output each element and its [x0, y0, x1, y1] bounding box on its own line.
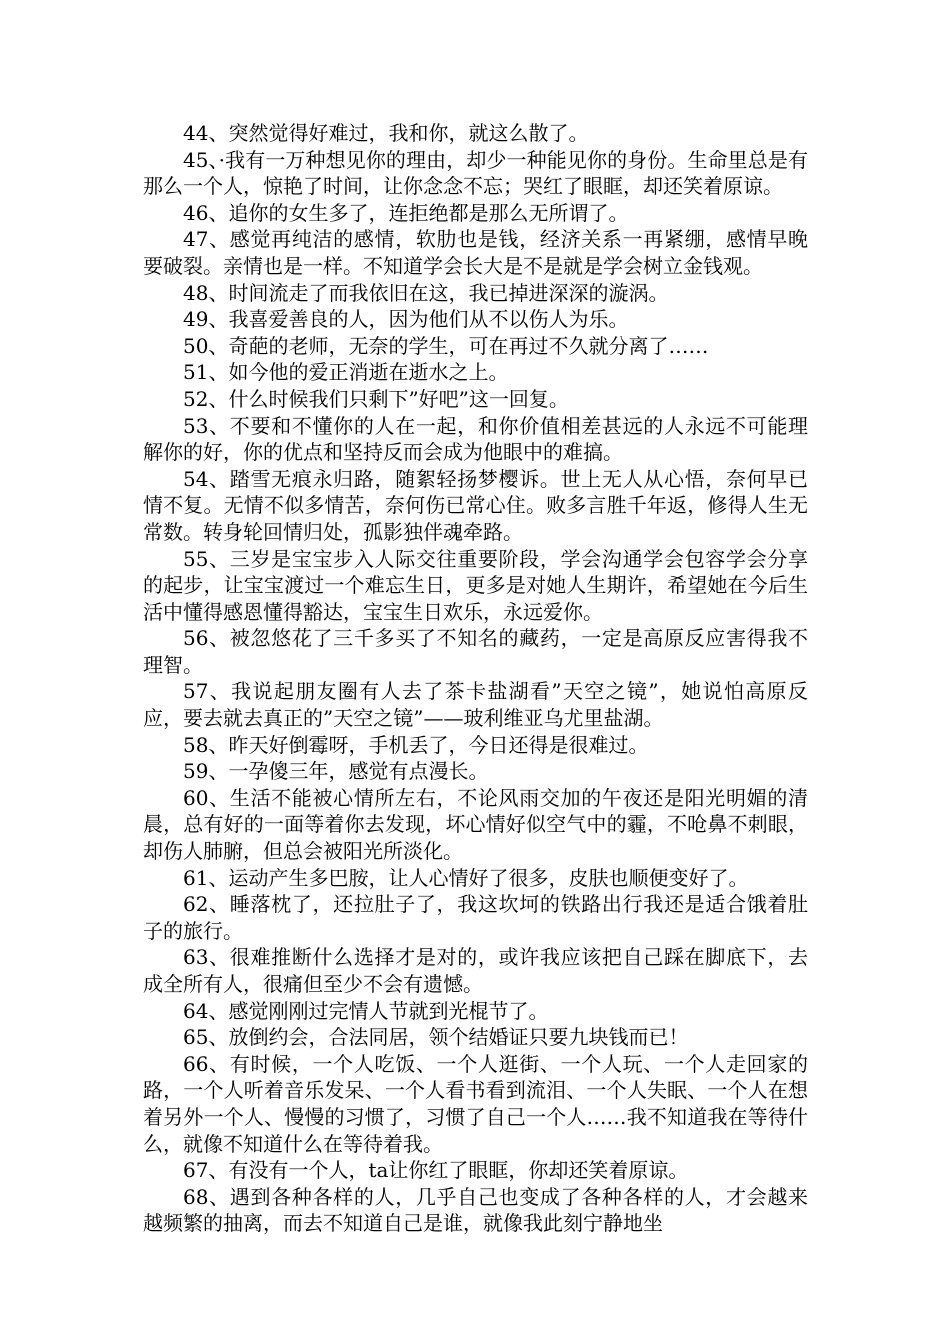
paragraph-61: 61、运动产生多巴胺，让人心情好了很多，皮肤也顺便变好了。 — [183, 865, 749, 890]
paragraph-64: 64、感觉刚刚过完情人节就到光棍节了。 — [183, 998, 549, 1023]
document-body — [143, 120, 808, 1237]
paragraph-48: 48、时间流走了而我依旧在这，我已掉进深深的漩涡。 — [183, 280, 669, 305]
paragraph-65: 65、放倒约会，合法同居，领个结婚证只要九块钱而已！ — [183, 1025, 689, 1050]
paragraph-50: 50、奇葩的老师，无奈的学生，可在再过不久就分离了…… — [183, 333, 709, 358]
paragraph-44: 44、突然觉得好难过，我和你，就这么散了。 — [183, 121, 589, 145]
paragraph-63: 63、很难推断什么选择才是对的，或许我应该把自己踩在脚底下，去成全所有人，很痛但至少不会有遗憾。 — [143, 945, 808, 996]
paragraph-68: 68、遇到各种各样的人，几乎自己也变成了各种各样的人，才会越来越频繁的抽离，而去不知道自己是谁，就像我此刻宁静地坐 — [143, 1184, 808, 1236]
paragraph-56: 56、被忽悠花了三千多买了不知名的藏药，一定是高原反应害得我不理智。 — [143, 626, 808, 677]
paragraph-45: 45、·我有一万种想见你的理由，却少一种能见你的身份。生命里总是有那么一个人，惊艳了时间，让你念念不忘；哭红了眼眶，却还笑着原谅。 — [143, 147, 808, 199]
paragraph-51: 51、如今他的爱正消逝在逝水之上。 — [183, 360, 509, 385]
paragraph-47: 47、感觉再纯洁的感情，软肋也是钱，经济关系一再紧绷，感情早晚要破裂。亲情也是一样。不知道学会长大是不是就是学会树立金钱观。 — [143, 227, 808, 278]
paragraph-53: 53、不要和不懂你的人在一起，和你价值相差甚远的人永远不可能理解你的好，你的优点和坚持反而会成为他眼中的难搞。 — [143, 413, 808, 465]
paragraph-59: 59、一孕傻三年，感觉有点漫长。 — [183, 759, 489, 784]
paragraph-66: 66、有时候，一个人吃饭、一个人逛街、一个人玩、一个人走回家的路，一个人听着音乐发呆、一个人看书看到流泪、一个人失眠、一个人在想着另外一个人、慢慢的习惯了，习惯了自己一个人……我不知道我在等待什么，就像不知道什么在等待着我。 — [143, 1051, 808, 1156]
paragraph-54: 54、踏雪无痕永归路，随絮轻扬梦樱诉。世上无人从心悟，奈何早已情不复。无情不似多情苦，奈何伤已常心住。败多言胜千年返，修得人生无常数。转身轮回情归处，孤影独伴魂牵路。 — [143, 466, 808, 544]
paragraph-55: 55、三岁是宝宝步入人际交往重要阶段，学会沟通学会包容学会分享的起步，让宝宝渡过一个难忘生日，更多是对她人生期许，希望她在今后生活中懂得感恩懂得豁达，宝宝生日欢乐，永远爱你。 — [143, 546, 808, 624]
paragraph-62: 62、睡落枕了，还拉肚子了，我这坎坷的铁路出行我还是适合饿着肚子的旅行。 — [143, 892, 808, 943]
paragraph-58: 58、昨天好倒霉呀，手机丢了，今日还得是很难过。 — [183, 732, 649, 757]
paragraph-67: 67、有没有一个人，ta让你红了眼眶，你却还笑着原谅。 — [183, 1158, 689, 1183]
paragraph-52: 52、什么时候我们只剩下”好吧”这一回复。 — [183, 386, 569, 411]
paragraph-60: 60、生活不能被心情所左右，不论风雨交加的午夜还是阳光明媚的清晨，总有好的一面等着你去发现，坏心情好似空气中的霾，不呛鼻不刺眼，却伤人肺腑，但总会被阳光所淡化。 — [143, 785, 808, 864]
paragraph-57: 57、我说起朋友圈有人去了茶卡盐湖看”天空之镜”，她说怕高原反应，要去就去真正的”天空之镜”——玻利维亚乌尤里盐湖。 — [143, 679, 808, 731]
paragraph-49: 49、我喜爱善良的人，因为他们从不以伤人为乐。 — [183, 307, 629, 332]
paragraph-46: 46、追你的女生多了，连拒绝都是那么无所谓了。 — [183, 200, 629, 225]
